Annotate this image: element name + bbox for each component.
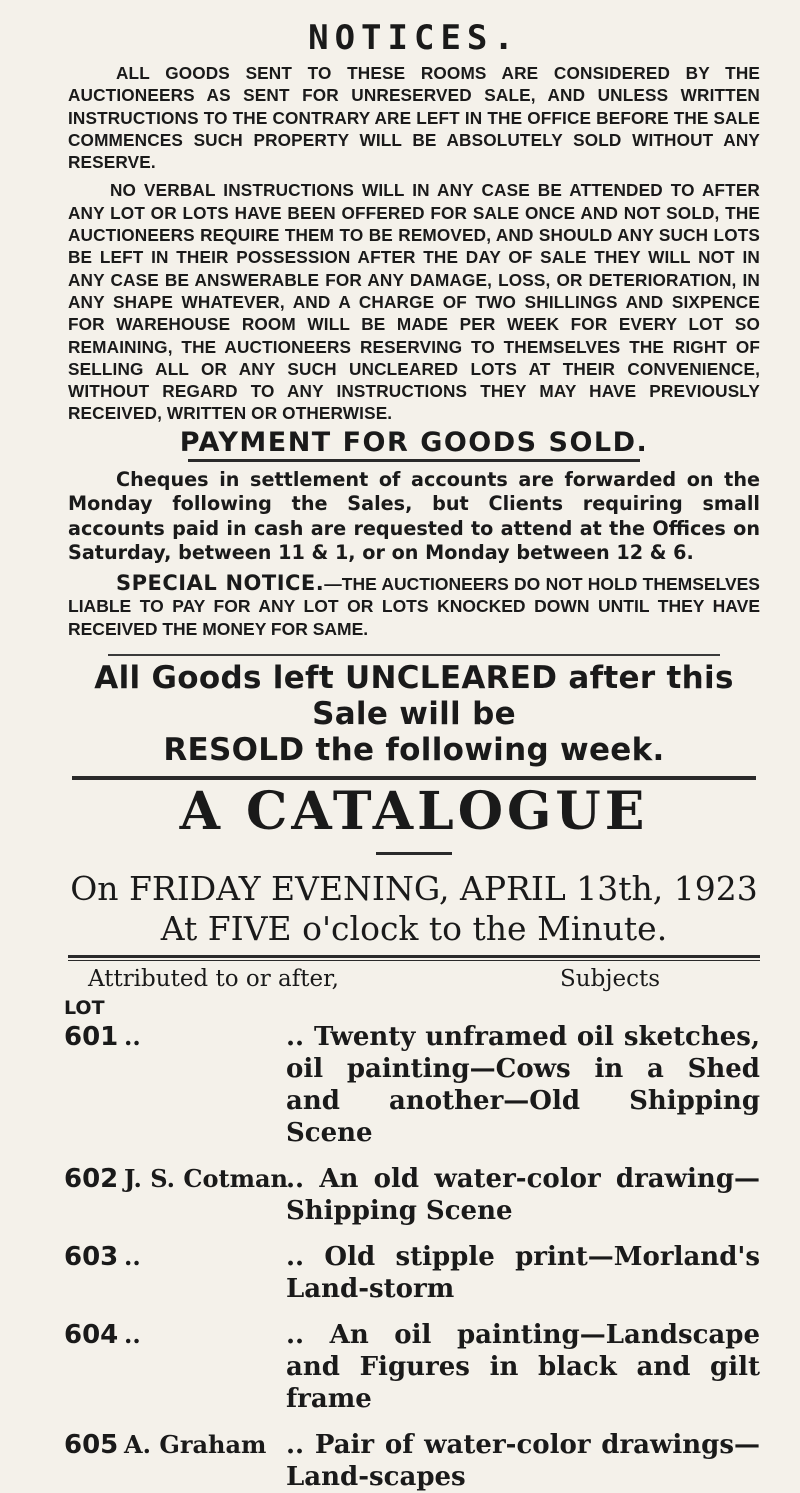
lot-row xyxy=(64,1429,760,1493)
divider xyxy=(376,852,452,855)
lot-description: .. Pair of water-color drawings—Land-scapes xyxy=(286,1430,760,1493)
uncleared-goods-line-1: All Goods left UNCLEARED after this Sale will be xyxy=(94,660,734,733)
uncleared-goods-line-2: RESOLD the following week. xyxy=(163,732,665,769)
lot-artist: A. Graham xyxy=(124,1430,267,1460)
divider xyxy=(72,776,756,780)
lot-row xyxy=(64,1021,760,1149)
special-notice-text: —THE AUCTIONEERS DO NOT HOLD THEMSELVES LIABLE TO PAY FOR ANY LOT OR LOTS KNOCKED DOWN UNTIL THEY HAVE RECEIVED THE MONEY FOR SAME. xyxy=(68,573,760,639)
uncleared-goods-notice xyxy=(68,660,760,768)
lot-description: .. Old stipple print—Morland's Land-storm xyxy=(286,1242,760,1305)
special-notice xyxy=(68,572,760,641)
lot-row xyxy=(64,1163,760,1227)
lot-artist: .. xyxy=(124,1242,141,1272)
divider xyxy=(108,654,720,656)
lot-number: 601 xyxy=(64,1022,119,1053)
lot-number: 604 xyxy=(64,1320,119,1351)
lot-description: .. Twenty unframed oil sketches, oil painting—Cows in a Shed and another—Old Shipping Scene xyxy=(286,1022,760,1149)
lot-row xyxy=(64,1319,760,1415)
lot-number: 605 xyxy=(64,1430,119,1461)
sale-date: On FRIDAY EVENING, APRIL 13th, 1923 xyxy=(70,869,758,909)
lot-artist: .. xyxy=(124,1022,141,1052)
lot-artist: .. xyxy=(124,1320,141,1350)
lot-row xyxy=(64,1241,760,1305)
lot-artist: J. S. Cotman xyxy=(124,1164,288,1194)
cheques-paragraph: Cheques in settlement of accounts are forwarded on the Monday following the Sales, but Clients requiring small accounts paid in cash are requested to attend at the Offices on Saturday, between 11 & 1, or on Monday between 12 & 6. xyxy=(68,467,760,565)
lot-description: .. An old water-color drawing—Shipping Scene xyxy=(286,1164,760,1227)
divider xyxy=(68,955,760,961)
notice-paragraph-verbal-instructions: NO VERBAL INSTRUCTIONS WILL IN ANY CASE BE ATTENDED TO AFTER ANY LOT OR LOTS HAVE BEEN OFFERED FOR SALE ONCE AND NOT SOLD, THE AUCTIONEERS REQUIRE THEM TO BE REMOVED, AND SHOULD ANY SUCH LOTS BE LEFT IN THEIR POSSESSION AFTER THE DAY OF SALE THEY WILL NOT IN ANY CASE BE ANSWERABLE FOR ANY DAMAGE, LOSS, OR DETERIORATION, IN ANY SHAPE WHATEVER, AND A CHARGE OF TWO SHILLINGS AND SIXPENCE FOR WAREHOUSE ROOM WILL BE MADE PER WEEK FOR EVERY LOT SO REMAINING, THE AUCTIONEERS RESERVING TO THEMSELVES THE RIGHT OF SELLING ALL OR ANY SUCH UNCLEARED LOTS AT THEIR CONVENIENCE, WITHOUT REGARD TO ANY INSTRUCTIONS THEY MAY HAVE PREVIOUSLY RECEIVED, WRITTEN OR OTHERWISE. xyxy=(68,180,760,424)
notice-paragraph-unreserved-sale: ALL GOODS SENT TO THESE ROOMS ARE CONSIDERED BY THE AUCTIONEERS AS SENT FOR UNRESERVED SALE, AND UNLESS WRITTEN INSTRUCTIONS TO THE CONTRARY ARE LEFT IN THE OFFICE BEFORE THE SALE COMMENCES SUCH PROPERTY WILL BE ABSOLUTELY SOLD WITHOUT ANY RESERVE. xyxy=(68,63,760,173)
lot-number: 602 xyxy=(64,1164,119,1195)
lot-description: .. An oil painting—Landscape and Figures in black and gilt frame xyxy=(286,1320,760,1415)
special-notice-lead: SPECIAL NOTICE. xyxy=(116,570,325,595)
payment-heading: PAYMENT FOR GOODS SOLD. xyxy=(179,426,649,458)
lot-number: 603 xyxy=(64,1242,119,1273)
column-header-subjects: Subjects xyxy=(560,966,660,993)
sale-time: At FIVE o'clock to the Minute. xyxy=(160,909,668,949)
catalogue-title: A CATALOGUE xyxy=(179,781,649,843)
column-headers xyxy=(68,965,760,993)
payment-heading-underline xyxy=(188,459,640,462)
notices-title: NOTICES. xyxy=(308,18,520,58)
lot-list xyxy=(64,1021,760,1493)
lot-column-label: LOT xyxy=(64,997,105,1020)
column-header-attribution: Attributed to or after, xyxy=(88,966,339,993)
